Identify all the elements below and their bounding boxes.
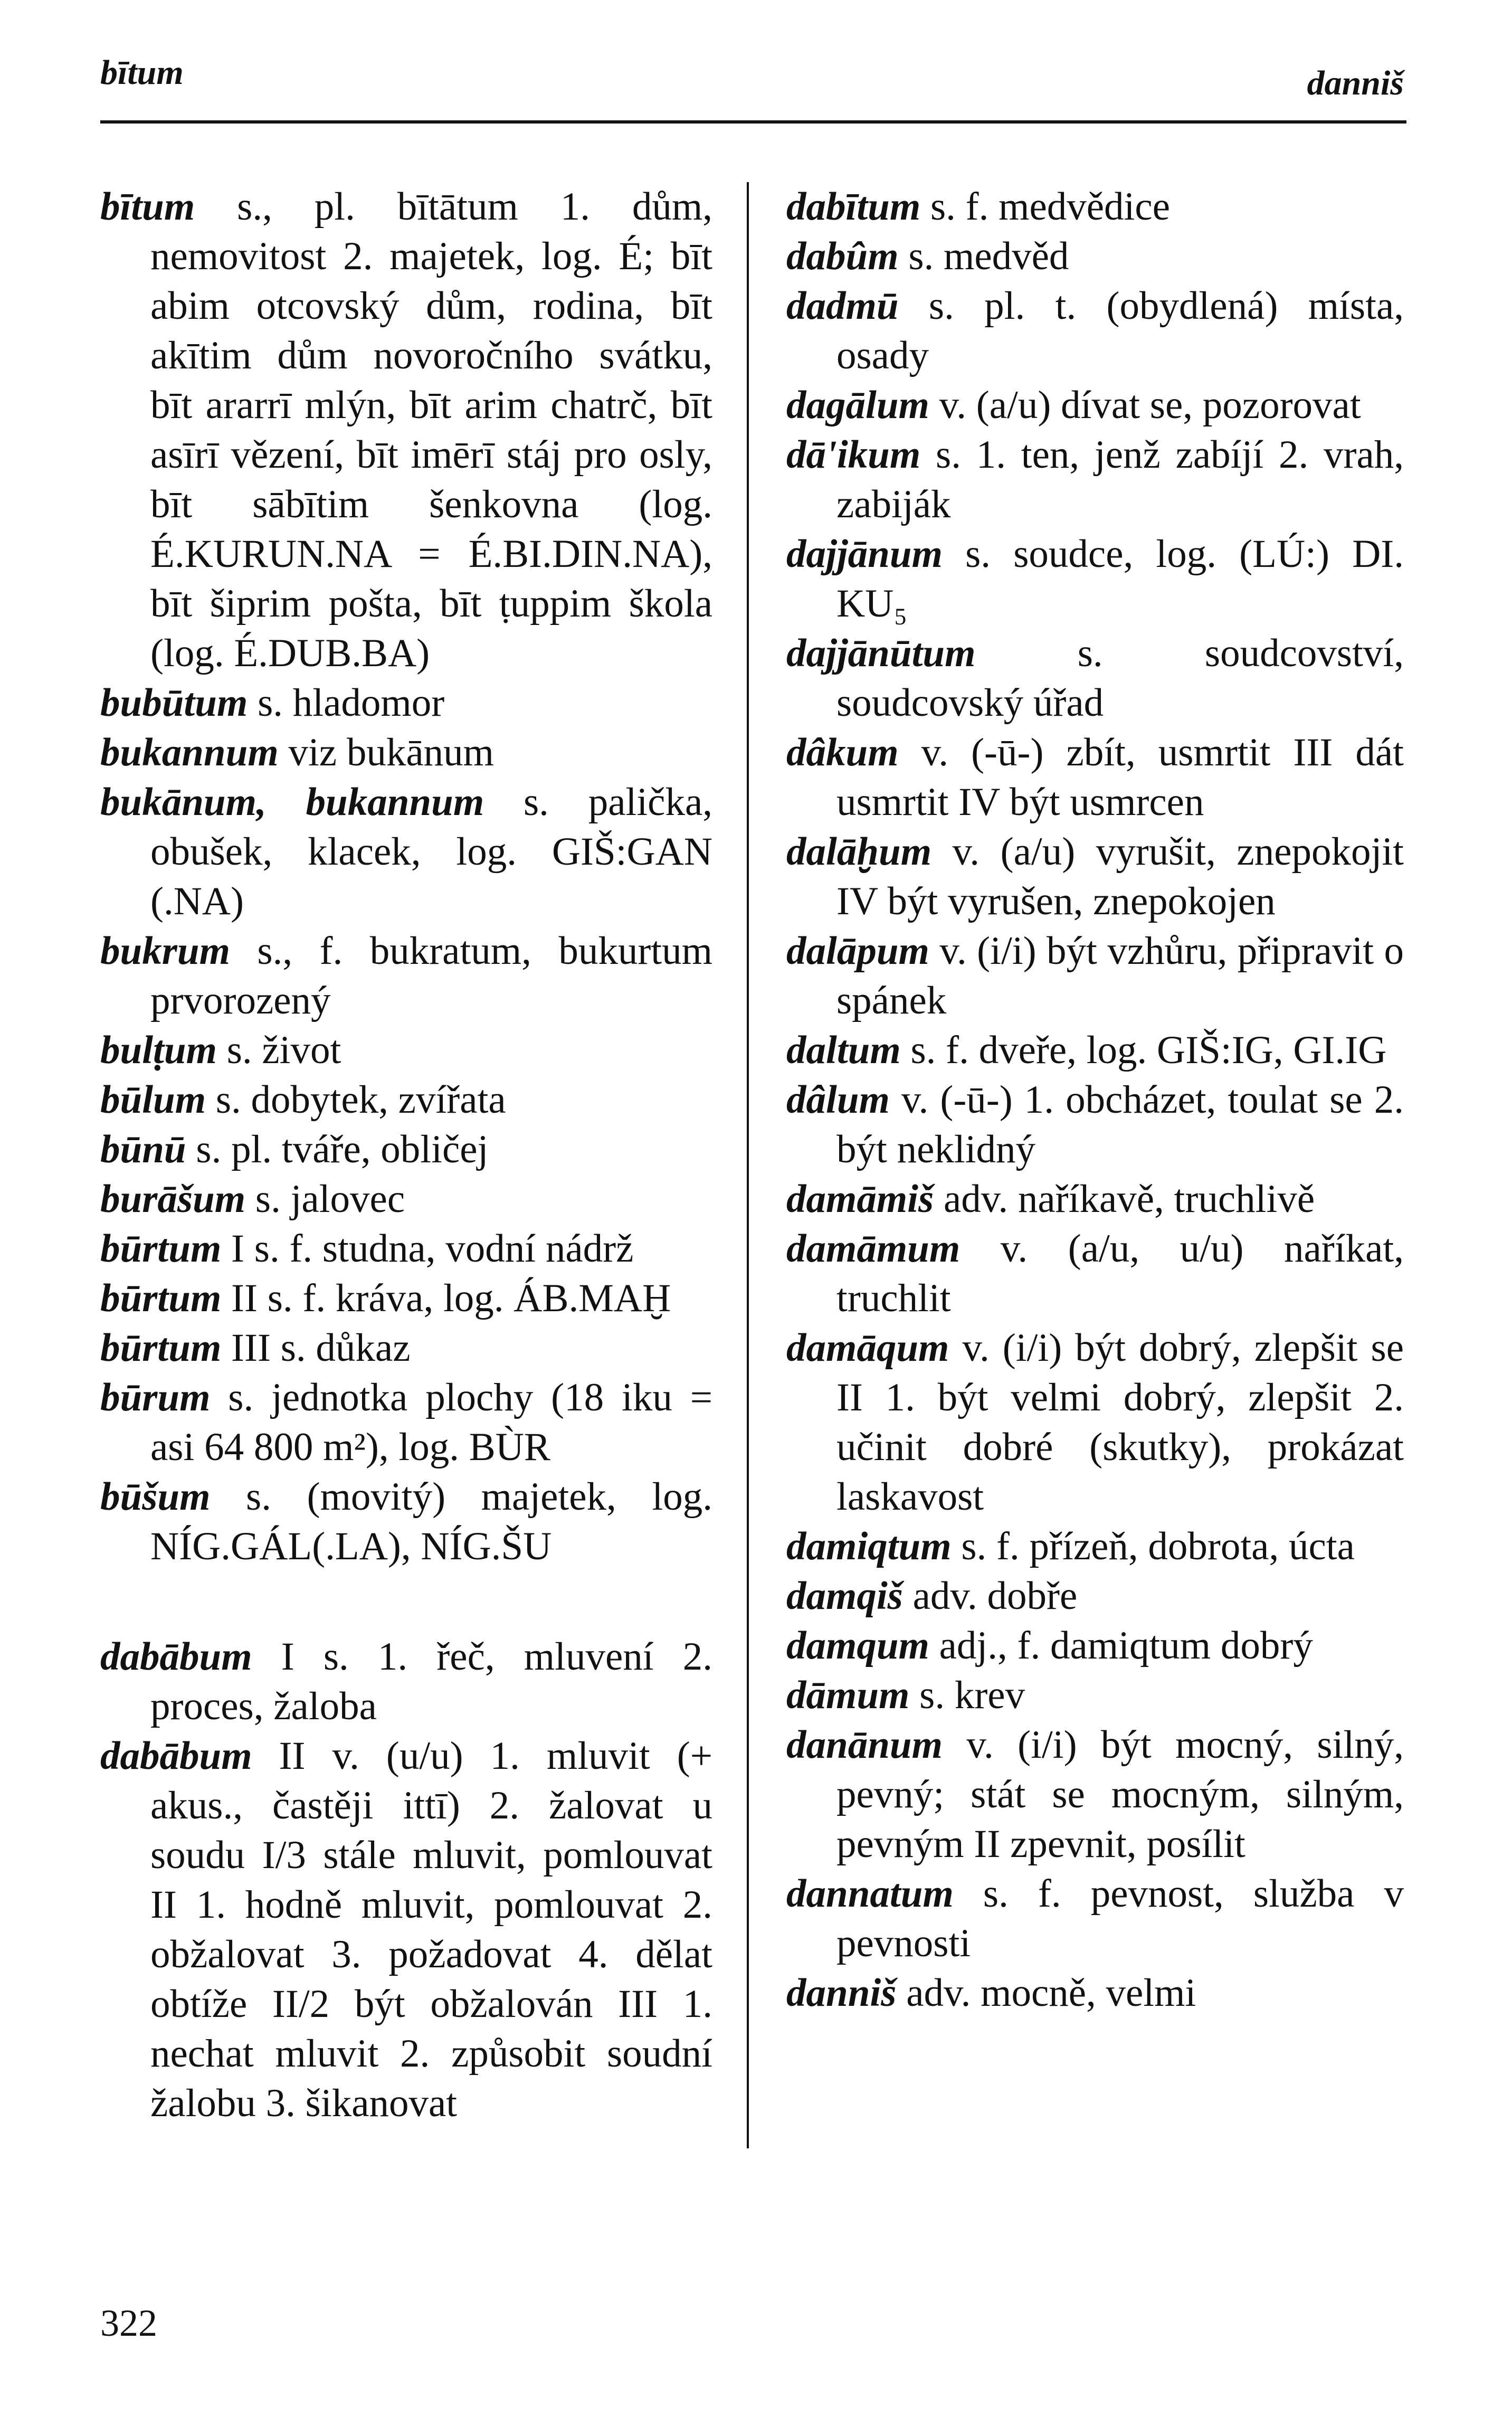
dictionary-entry <box>786 1621 1404 1671</box>
headword: damqum <box>786 1624 929 1667</box>
dictionary-entry <box>786 629 1404 728</box>
running-head-left: bītum <box>100 53 184 92</box>
definition: s. pl. tváře, obličej <box>186 1128 489 1171</box>
definition: v. (-ū-) zbít, usmrtit III dát usmrtit IV být usmrcen <box>836 731 1404 824</box>
headword: damqiš <box>786 1574 903 1618</box>
dictionary-entry <box>100 1373 712 1472</box>
headword: dajjānūtum <box>786 631 976 675</box>
headword: dabītum <box>786 185 921 229</box>
definition: s. f. dveře, log. GIŠ:IG, GI.IG <box>900 1028 1387 1072</box>
headword: būrtum <box>100 1276 222 1320</box>
headword: dalāḫum <box>786 830 932 874</box>
column-divider <box>747 182 749 2148</box>
dictionary-entry <box>100 1026 712 1075</box>
dictionary-entry <box>100 1323 712 1373</box>
dictionary-entry <box>786 827 1404 926</box>
headword: danniš <box>786 1971 897 2015</box>
definition: s. život <box>216 1028 341 1072</box>
dictionary-entry <box>786 728 1404 827</box>
headword: būrum <box>100 1376 211 1419</box>
dictionary-entry <box>100 778 712 926</box>
definition: I s. f. studna, vodní nádrž <box>221 1227 634 1271</box>
headword: dabûm <box>786 234 899 278</box>
definition: s. soudcovství, soudcovský úřad <box>836 631 1404 725</box>
headword: būšum <box>100 1475 211 1519</box>
headword: dagālum <box>786 383 929 427</box>
definition: s. f. přízeň, dobrota, úcta <box>951 1524 1355 1568</box>
dictionary-entry <box>786 1323 1404 1522</box>
definition: s. soudce, log. (LÚ:) DI. KU₅ <box>836 532 1404 626</box>
dictionary-entry <box>786 232 1404 281</box>
header-rule <box>100 120 1406 124</box>
dictionary-entry <box>100 1224 712 1274</box>
dictionary-entry <box>100 1274 712 1323</box>
running-head-right: danniš <box>1307 64 1404 102</box>
page-header <box>0 0 1512 127</box>
dictionary-entry <box>786 1720 1404 1869</box>
headword: dannatum <box>786 1872 954 1916</box>
definition: II s. f. kráva, log. ÁB.MAḪ <box>221 1276 671 1320</box>
definition: s. jalovec <box>245 1177 405 1221</box>
definition: s. krev <box>909 1673 1025 1717</box>
definition: s. f. pevnost, služba v pevnosti <box>836 1872 1404 1965</box>
dictionary-entry <box>786 430 1404 529</box>
definition: s. f. medvědice <box>920 185 1170 229</box>
dictionary-entry <box>100 1174 712 1224</box>
definition: v. (-ū-) 1. obcházet, toulat se 2. být neklidný <box>836 1078 1404 1171</box>
headword: danānum <box>786 1723 943 1767</box>
headword: damiqtum <box>786 1524 952 1568</box>
headword: bukannum <box>100 731 279 774</box>
dictionary-entry <box>786 529 1404 629</box>
definition: s. 1. ten, jenž zabíjí 2. vrah, zabiják <box>836 433 1404 526</box>
left-column <box>100 182 712 2128</box>
dictionary-entry <box>100 1632 712 1731</box>
definition: s., f. bukratum, bukurtum prvorozený <box>150 929 712 1022</box>
definition: v. (i/i) být mocný, silný, pevný; stát se mocným, silným, pevným II zpevnit, posílit <box>836 1723 1404 1866</box>
definition: viz bukānum <box>278 731 494 774</box>
definition: s. palička, obušek, klacek, log. GIŠ:GAN (.NA) <box>150 780 713 923</box>
dictionary-entry <box>786 1869 1404 1968</box>
definition: v. (a/u) vyrušit, znepokojit IV být vyrušen, znepokojen <box>836 830 1404 923</box>
headword: dabābum <box>100 1734 252 1778</box>
headword: daltum <box>786 1028 901 1072</box>
definition: adj., f. damiqtum dobrý <box>929 1624 1313 1667</box>
definition: adv. naříkavě, truchlivě <box>934 1177 1315 1221</box>
definition: v. (a/u, u/u) naříkat, truchlit <box>836 1227 1404 1320</box>
letter-section-gap <box>100 1571 712 1632</box>
headword: būrtum <box>100 1326 222 1370</box>
headword: dalāpum <box>786 929 929 973</box>
headword: būlum <box>100 1078 206 1122</box>
page-number: 322 <box>100 2302 157 2344</box>
headword: damāmiš <box>786 1177 934 1221</box>
definition: III s. důkaz <box>221 1326 411 1370</box>
definition: s. (movitý) majetek, log. NÍG.GÁL(.LA), NÍG.ŠU <box>150 1475 712 1568</box>
headword: bītum <box>100 185 195 229</box>
headword: dâlum <box>786 1078 890 1122</box>
headword: būrtum <box>100 1227 222 1271</box>
definition: v. (a/u) dívat se, pozorovat <box>929 383 1361 427</box>
definition: adv. dobře <box>902 1574 1078 1618</box>
headword: damāqum <box>786 1326 949 1370</box>
headword: dajjānum <box>786 532 943 576</box>
dictionary-entry <box>786 1571 1404 1621</box>
definition: s. jednotka plochy (18 iku = asi 64 800 m²), log. BÙR <box>150 1376 712 1469</box>
dictionary-entry <box>786 1522 1404 1571</box>
definition: s. hladomor <box>248 681 445 725</box>
dictionary-entry <box>100 728 712 778</box>
dictionary-entry <box>786 1224 1404 1323</box>
definition: s. dobytek, zvířata <box>206 1078 506 1122</box>
headword: burāšum <box>100 1177 246 1221</box>
headword: dā'ikum <box>786 433 921 477</box>
definition: s. medvěd <box>898 234 1069 278</box>
headword: bukānum, bukannum <box>100 780 484 824</box>
dictionary-entry <box>786 926 1404 1026</box>
definition: v. (i/i) být vzhůru, připravit o spánek <box>836 929 1404 1022</box>
definition: II v. (u/u) 1. mluvit (+ akus., častěji ittī) 2. žalovat u soudu I/3 stále mluvit, pomlouvat II 1. hodně mluvit, pomlouvat 2. obžalovat 3. požadovat 4. dělat obtíže II/2 být obžalován III 1. nechat mluvit 2. způsobit soudní žalobu 3. šikanovat <box>150 1734 712 2125</box>
dictionary-entry <box>100 926 712 1026</box>
dictionary-entry <box>786 1026 1404 1075</box>
definition: v. (i/i) být dobrý, zlepšit se II 1. být velmi dobrý, zlepšit 2. učinit dobré (skutky), prokázat laskavost <box>836 1326 1404 1519</box>
dictionary-entry <box>786 1174 1404 1224</box>
dictionary-entry <box>100 182 712 678</box>
dictionary-entry <box>100 1125 712 1174</box>
dictionary-entry <box>100 678 712 728</box>
definition: s., pl. bītātum 1. dům, nemovitost 2. majetek, log. É; bīt abim otcovský dům, rodina, bīt akītim dům novoročního svátku, bīt ararrī mlýn, bīt arim chatrč, bīt asīrī vězení, bīt imērī stáj pro osly, bīt sābītim šenkovna (log. É.KURUN.NA = É.BI.DIN.NA), bīt šiprim pošta, bīt ṭuppim škola (log. É.DUB.BA) <box>150 185 712 675</box>
definition: s. pl. t. (obydlená) místa, osady <box>836 284 1404 377</box>
dictionary-entry <box>786 1671 1404 1720</box>
headword: bukrum <box>100 929 230 973</box>
dictionary-entry <box>786 1968 1404 2018</box>
headword: bubūtum <box>100 681 248 725</box>
headword: dāmum <box>786 1673 910 1717</box>
dictionary-entry <box>786 281 1404 381</box>
right-column <box>786 182 1404 2018</box>
headword: damāmum <box>786 1227 961 1271</box>
headword: dâkum <box>786 731 899 774</box>
dictionary-entry <box>100 1472 712 1571</box>
headword: dabābum <box>100 1635 252 1679</box>
dictionary-entry <box>100 1731 712 2128</box>
dictionary-entry <box>786 1075 1404 1174</box>
definition: adv. mocně, velmi <box>896 1971 1196 2015</box>
headword: dadmū <box>786 284 899 328</box>
dictionary-entry <box>786 182 1404 232</box>
dictionary-entry <box>786 381 1404 430</box>
headword: būnū <box>100 1128 186 1171</box>
dictionary-entry <box>100 1075 712 1125</box>
headword: bulṭum <box>100 1028 217 1072</box>
definition: I s. 1. řeč, mluvení 2. proces, žaloba <box>150 1635 712 1728</box>
